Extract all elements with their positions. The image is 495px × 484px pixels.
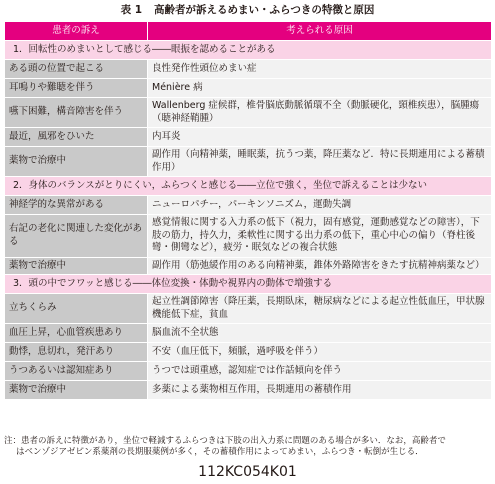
complaint-cell: 嚥下困難，構音障害を伴う: [5, 98, 148, 128]
table-title: [0, 3, 495, 18]
complaint-cell: 薬物で治療中: [5, 381, 148, 400]
cause-cell: 感覚情報に関する入力系の低下（視力，固有感覚，運動感覚などの障害），下肢の筋力，持久力，柔軟性に関する出力系の低下，重心中心の偏り（脊柱後彎・側彎など），疲労・眠気などの複合状態: [148, 215, 492, 258]
header-complaint: 患者の訴え: [5, 22, 148, 41]
symptom-table: [4, 21, 492, 400]
header-cause: 考えられる原因: [148, 22, 492, 41]
cause-cell: Wallenberg 症候群，椎骨脳底動脈循環不全（動脈硬化，頸椎疾患），脳腫瘍（聴神経鞘腫）: [148, 98, 492, 128]
complaint-cell: 右記の老化に関連した変化がある: [5, 215, 148, 258]
cause-cell: 内耳炎: [148, 128, 492, 147]
table-row: [5, 128, 492, 147]
table-row: [5, 362, 492, 381]
cause-cell: ニューロパチー，パーキンソニズム，運動失調: [148, 196, 492, 215]
table-row: [5, 381, 492, 400]
table-title-text: 高齢者が訴えるめまい・ふらつきの特徴と原因: [154, 4, 375, 16]
section-1-heading: 1．回転性のめまいとして感じる――眼振を認めることがある: [5, 41, 492, 60]
cause-cell: 良性発作性頭位めまい症: [148, 60, 492, 79]
cause-cell: 副作用（筋弛緩作用のある向精神薬，錐体外路障害をきたす抗精神病薬など）: [148, 257, 492, 275]
table-number: 表 1: [120, 4, 143, 16]
table-row: [5, 343, 492, 362]
cause-cell: うつでは頭重感，認知症では作話傾向を伴う: [148, 362, 492, 381]
table-footnote: [4, 436, 491, 458]
cause-cell: 多薬による薬物相互作用，長期連用の蓄積作用: [148, 381, 492, 400]
section-heading-row: [5, 177, 492, 196]
table-row: [5, 79, 492, 98]
complaint-cell: 最近，風邪をひいた: [5, 128, 148, 147]
cause-cell: 不安（血圧低下，頻脈，過呼吸を伴う）: [148, 343, 492, 362]
table-row: [5, 215, 492, 258]
table-row: [5, 98, 492, 128]
table-row: [5, 60, 492, 79]
table-row: [5, 196, 492, 215]
footnote-line-1: 注：患者の訴えに特徴があり，坐位で軽減するふらつきは下肢の出入力系に問題のある場合が多い．なお，高齢者で: [4, 436, 446, 446]
table-header-row: [5, 22, 492, 41]
cause-cell: 起立性調節障害（降圧薬，長期臥床，糖尿病などによる起立性低血圧，甲状腺機能低下症，貧血: [148, 294, 492, 324]
section-2-heading: 2．身体のバランスがとりにくい，ふらつくと感じる――立位で強く，坐位で訴えることは少ない: [5, 177, 492, 196]
complaint-cell: 血圧上昇，心血管疾患あり: [5, 324, 148, 343]
table-row: [5, 294, 492, 324]
table-row: [5, 257, 492, 275]
section-heading-row: [5, 41, 492, 60]
cause-cell: 副作用（向精神薬，睡眠薬，抗うつ薬，降圧薬など．特に長期連用による蓄積作用）: [148, 147, 492, 177]
complaint-cell: 薬物で治療中: [5, 257, 148, 275]
table-row: [5, 147, 492, 177]
complaint-cell: うつあるいは認知症あり: [5, 362, 148, 381]
cause-cell: 脳血流不全状態: [148, 324, 492, 343]
footnote-line-2: はベンゾジアゼピン系薬剤の長期服薬例が多く，その蓄積作用によってめまい，ふらつき・転倒が生じる．: [16, 447, 424, 457]
complaint-cell: 耳鳴りや難聴を伴う: [5, 79, 148, 98]
complaint-cell: 薬物で治療中: [5, 147, 148, 177]
complaint-cell: 立ちくらみ: [5, 294, 148, 324]
cause-cell: Ménière 病: [148, 79, 492, 98]
complaint-cell: ある頭の位置で起こる: [5, 60, 148, 79]
table-row: [5, 324, 492, 343]
complaint-cell: 神経学的な異常がある: [5, 196, 148, 215]
figure-code: 112KC054K01: [198, 464, 297, 480]
section-3-heading: 3．頭の中でフワッと感じる――体位変換・体動や視界内の動体で増強する: [5, 275, 492, 294]
complaint-cell: 動悸，息切れ，発汗あり: [5, 343, 148, 362]
section-heading-row: [5, 275, 492, 294]
